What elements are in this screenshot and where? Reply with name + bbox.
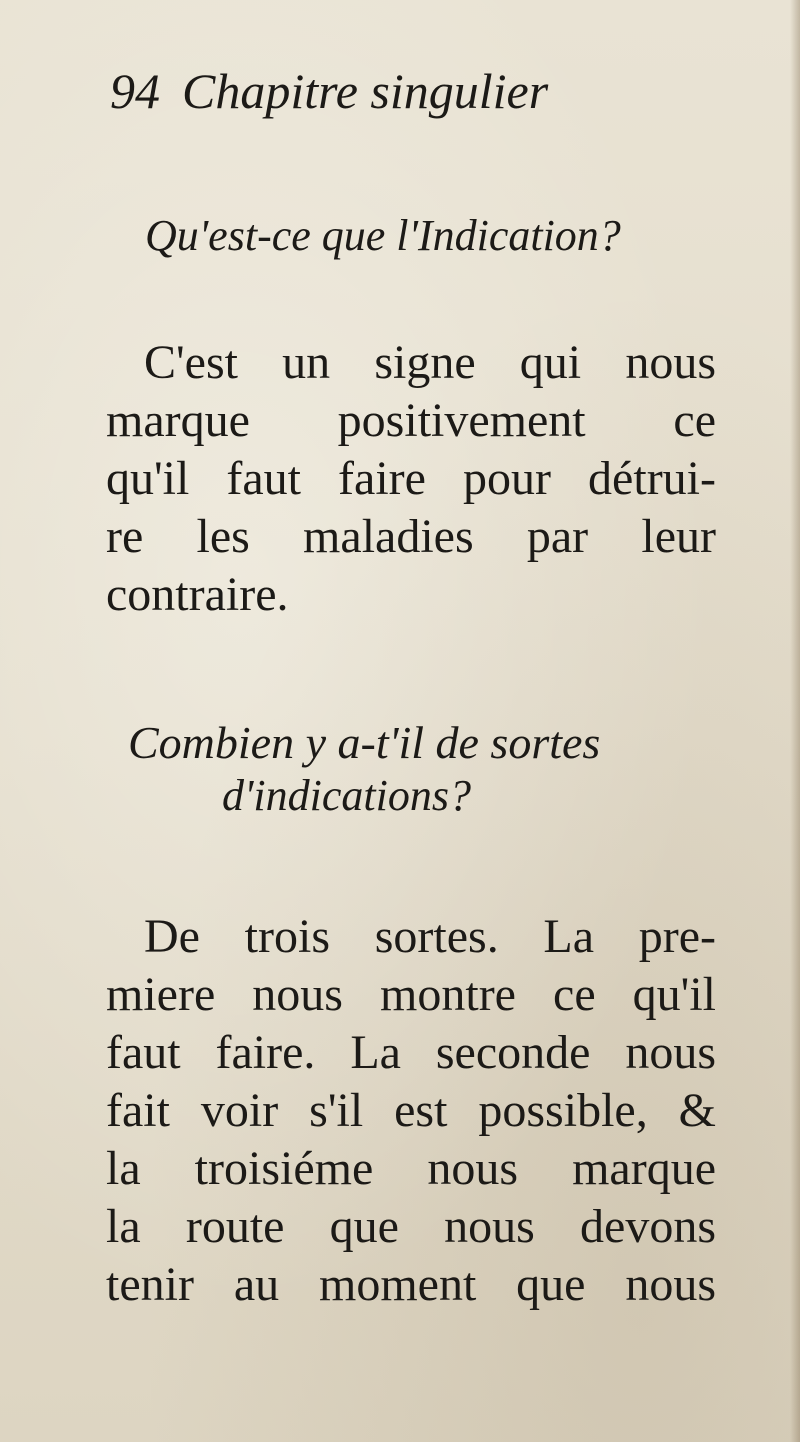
- text-line: la troisiéme nous marque: [106, 1142, 716, 1195]
- text-line: re les maladies par leur: [106, 510, 716, 563]
- page-edge-shadow: [790, 0, 800, 1442]
- question-heading: Qu'est-ce que l'Indication?: [145, 211, 621, 260]
- text-line: qu'il faut faire pour détrui-: [106, 452, 716, 505]
- text-line: marque positivement ce: [106, 394, 716, 447]
- running-header: [110, 62, 548, 120]
- text-line: De trois sortes. La pre-: [144, 910, 716, 963]
- question-heading: Combien y a-t'il de sortes: [128, 717, 601, 768]
- text-line: la route que nous devons: [106, 1200, 716, 1253]
- answer-paragraph: [106, 334, 716, 624]
- answer-paragraph: [106, 908, 716, 1314]
- text-line: C'est un signe qui nous: [144, 336, 716, 389]
- text-line: contraire.: [106, 568, 289, 621]
- text-line: fait voir s'il est possible, &: [106, 1084, 716, 1137]
- text-line: miere nous montre ce qu'il: [106, 968, 716, 1021]
- text-line: faut faire. La seconde nous: [106, 1026, 716, 1079]
- text-line: tenir au moment que nous: [106, 1258, 716, 1311]
- question-heading-continued: d'indications?: [222, 771, 471, 820]
- running-title: Chapitre singulier: [182, 63, 549, 119]
- page-number: 94: [110, 63, 160, 119]
